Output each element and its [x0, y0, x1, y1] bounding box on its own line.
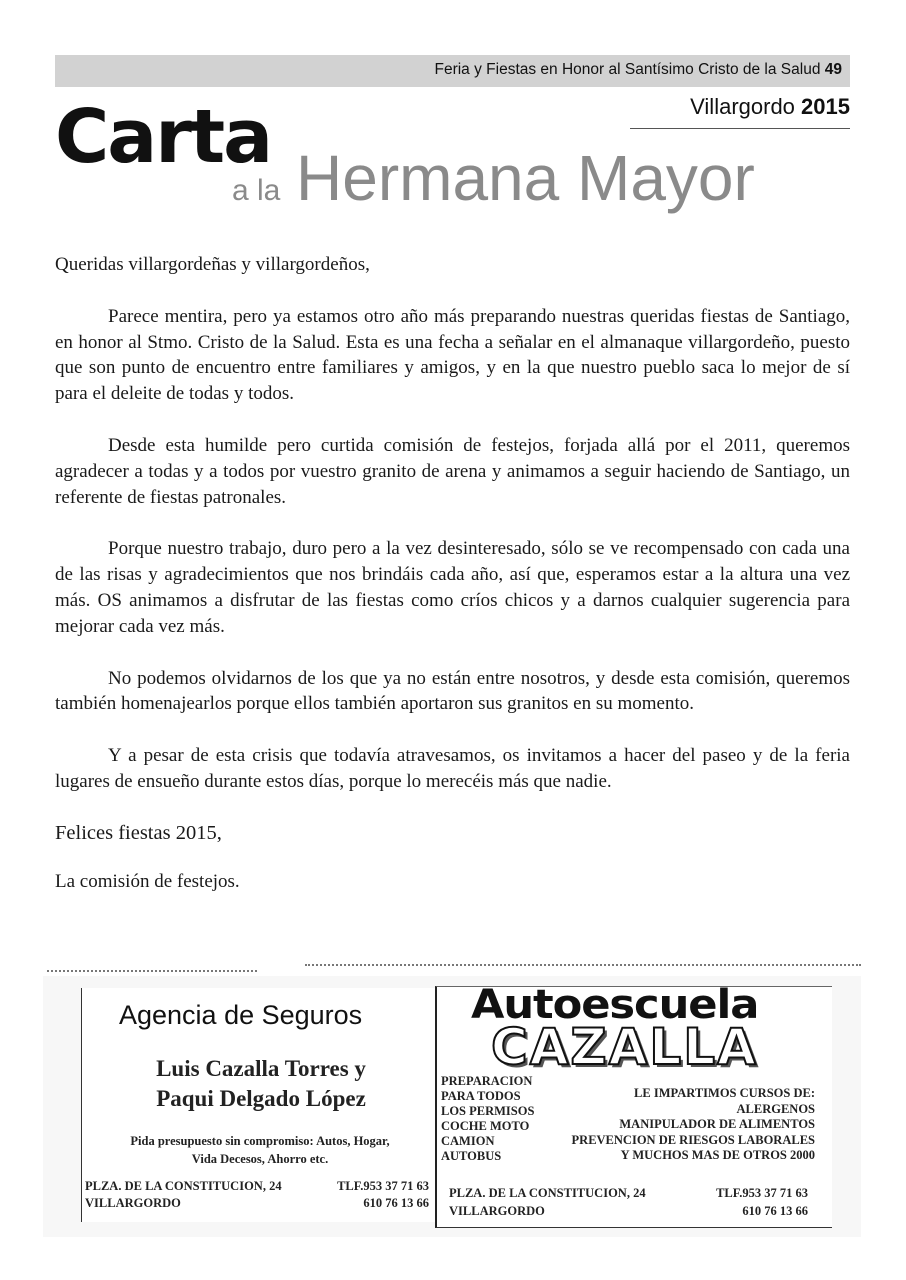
advertisement	[43, 962, 861, 1237]
address-line: PLZA. DE LA CONSTITUCION, 24	[85, 1179, 282, 1193]
phone-line: 610 76 13 66	[742, 1204, 808, 1218]
courses-item: PREVENCION DE RIESGOS LABORALES	[571, 1132, 815, 1147]
courses-item: Y MUCHOS MAS DE OTROS 2000	[620, 1148, 815, 1162]
title-subject: Hermana Mayor	[296, 142, 755, 214]
letter-paragraph: No podemos olvidarnos de los que ya no están entre nosotros, y desde esta comisión, queremos también homenajearlos porque ellos también aportaron sus granitos en su momento.	[55, 667, 850, 715]
letter-paragraph: Porque nuestro trabajo, duro pero a la vez desinteresado, sólo se ve recompensado con cada una de las risas y agradecimientos que nos brindáis cada año, así que, esperamos estar a la altura una vez más. OS animamos a disfrutar de las fiestas como críos chicos y a darnos cualquier sugerencia para mejorar cada vez más.	[55, 538, 850, 637]
letter-signature: La comisión de festejos.	[55, 870, 240, 892]
address-line: PLZA. DE LA CONSTITUCION, 24	[449, 1186, 646, 1200]
insurance-address	[85, 1178, 282, 1212]
insurance-agency-title: Agencia de Seguros	[119, 1000, 363, 1030]
edition-underline	[630, 128, 850, 129]
edition-label	[690, 94, 850, 120]
permits-list	[441, 1074, 534, 1164]
pitch-line: Vida Decesos, Ahorro etc.	[191, 1152, 329, 1166]
letter-paragraph: Parece mentira, pero ya estamos otro año más preparando nuestras queridas fiestas de Santiago, en honor al Stmo. Cristo de la Salud. Esta es una fecha a señalar en el almanaque villargordeño, puesto que son punto de encuentro entre familiares y amigos, y en la que nuestro pueblo saca lo mejor de sí para el deleite de todas y todos.	[55, 305, 850, 405]
letter-greeting: Queridas villargordeñas y villargordeños,	[55, 254, 370, 275]
insurance-phones	[323, 1178, 429, 1212]
letter-paragraph: Y a pesar de esta crisis que todavía atravesamos, os invitamos a hacer del paseo y de la feria lugares de ensueño durante estos días, porque lo merecéis más que nadie.	[55, 745, 850, 792]
phone-line: TLF.953 37 71 63	[337, 1179, 429, 1193]
courses-list	[553, 1086, 815, 1164]
permits-item: LOS PERMISOS	[441, 1104, 535, 1118]
phone-line: 610 76 13 66	[363, 1196, 429, 1210]
title-main: Carta	[55, 94, 272, 180]
driving-school-phones	[693, 1184, 808, 1220]
permits-item: COCHE MOTO	[441, 1119, 530, 1133]
dotted-rule-right	[305, 964, 861, 970]
running-header	[434, 61, 842, 79]
driving-school-address	[449, 1184, 646, 1220]
pitch-line: Pida presupuesto sin compromiso: Autos, Hogar,	[130, 1134, 390, 1148]
address-line: VILLARGORDO	[449, 1204, 545, 1218]
permits-item: CAMION	[441, 1134, 495, 1148]
courses-item: MANIPULADOR DE ALIMENTOS	[619, 1117, 815, 1131]
agent-name: Luis Cazalla Torres y	[156, 1056, 366, 1081]
insurance-agents	[131, 1054, 391, 1114]
courses-item: ALERGENOS	[736, 1101, 815, 1116]
letter-paragraph: Desde esta humilde pero curtida comisión de festejos, forjada allá por el 2011, queremos agradecer a todas y a todos por vuestro granito de arena y animamos a seguir haciendo de Santiago, un referente de fiestas patronales.	[55, 434, 850, 508]
permits-item: AUTOBUS	[441, 1149, 502, 1163]
letter-body	[55, 252, 850, 894]
title-connector: a la	[232, 174, 281, 207]
permits-item: PARA TODOS	[441, 1089, 521, 1103]
permits-item: PREPARACION	[441, 1074, 533, 1088]
edition-year: 2015	[801, 94, 850, 119]
driving-school-brand: CAZALLA	[491, 1018, 758, 1076]
running-title: Feria y Fiestas en Honor al Santísimo Cristo de la Salud	[434, 61, 821, 78]
driving-school-title: Autoescuela	[471, 982, 759, 1028]
agent-name: Paqui Delgado López	[156, 1086, 366, 1111]
town-name: Villargordo	[690, 94, 795, 119]
insurance-pitch	[85, 1132, 435, 1168]
courses-item: LE IMPARTIMOS CURSOS DE:	[634, 1086, 815, 1100]
header-bar	[55, 55, 850, 87]
address-line: VILLARGORDO	[85, 1196, 181, 1210]
phone-line: TLF.953 37 71 63	[716, 1186, 808, 1200]
page-number: 49	[824, 61, 842, 78]
letter-closing: Felices fiestas 2015,	[55, 821, 222, 844]
